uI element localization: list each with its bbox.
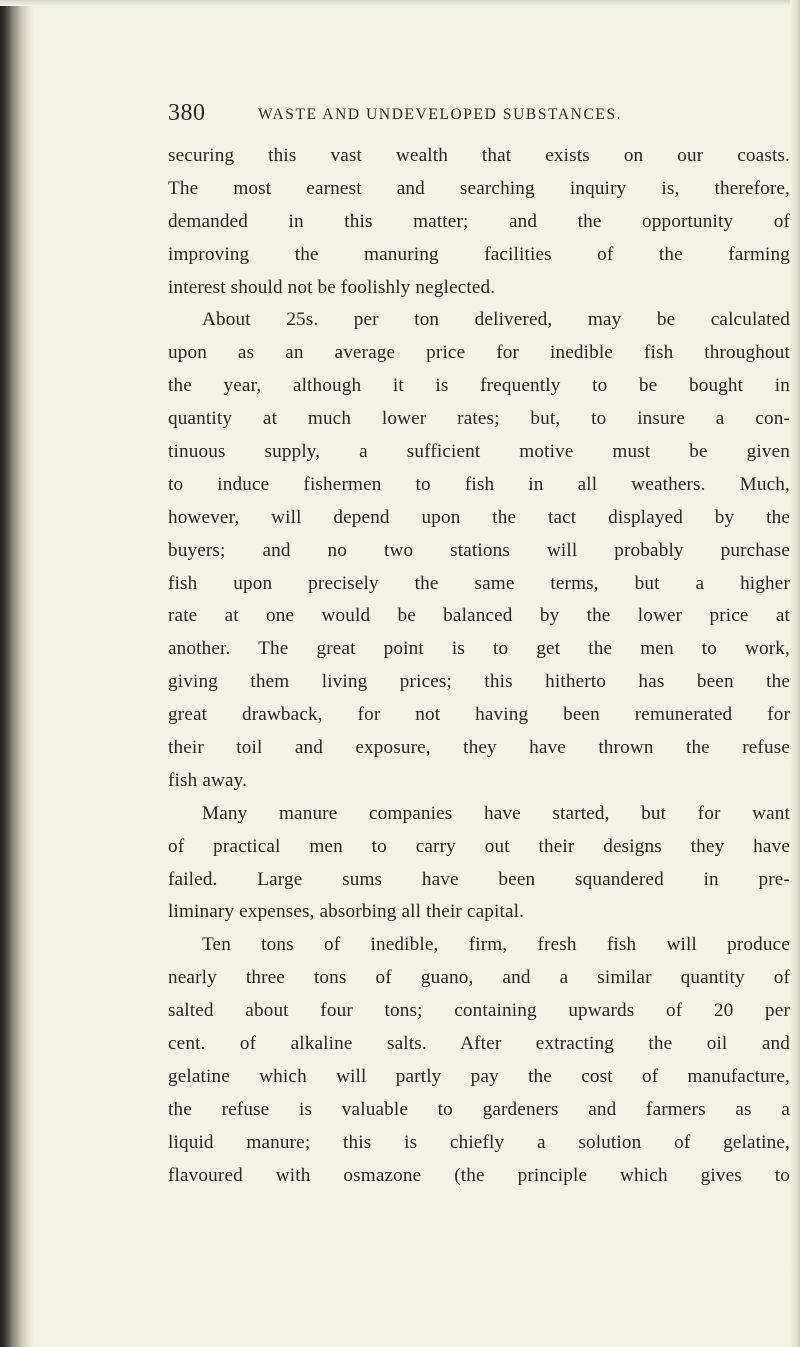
text-line: liquid manure; this is chiefly a solution of gelatine, — [168, 1131, 790, 1153]
text-line: upon as an average price for inedible fish throughout — [168, 342, 790, 364]
page-number: 380 — [168, 100, 206, 126]
text-line: tinuous supply, a sufficient motive must be given — [168, 441, 790, 463]
text-line: liminary expenses, absorbing all their capital. — [168, 901, 525, 923]
text-line: buyers; and no two stations will probably purchase — [168, 539, 790, 561]
text-line: giving them living prices; this hitherto has been the — [168, 671, 790, 693]
page-header — [168, 100, 728, 130]
text-line: of practical men to carry out their designs they have — [168, 835, 790, 857]
text-line: securing this vast wealth that exists on our coasts. — [168, 145, 790, 166]
text-line: to induce fishermen to fish in all weathers. Much, — [168, 473, 790, 495]
text-line: nearly three tons of guano, and a similar quantity of — [168, 967, 790, 989]
text-line: the year, although it is frequently to be bought in — [168, 375, 790, 397]
page-top-edge — [0, 0, 800, 6]
text-line: improving the manuring facilities of the farming — [168, 243, 790, 265]
text-line: the refuse is valuable to gardeners and farmers as a — [168, 1098, 790, 1120]
body-text — [168, 140, 790, 1193]
text-line: great drawback, for not having been remunerated for — [168, 704, 790, 726]
text-line: gelatine which will partly pay the cost of manufacture, — [168, 1065, 790, 1087]
text-line: cent. of alkaline salts. After extracting the oil and — [168, 1033, 790, 1055]
page-right-edge — [790, 0, 800, 1347]
text-line: however, will depend upon the tact displayed by the — [168, 506, 790, 528]
text-line: interest should not be foolishly neglected. — [168, 276, 496, 298]
text-line: Ten tons of inedible, firm, fresh fish will produce — [202, 934, 790, 956]
text-line: their toil and exposure, they have thrown the refuse — [168, 737, 790, 759]
text-line: fish upon precisely the same terms, but a higher — [168, 572, 790, 594]
text-line: failed. Large sums have been squandered in pre- — [168, 868, 790, 890]
text-line: flavoured with osmazone (the principle which gives to — [168, 1164, 790, 1186]
text-line: salted about four tons; containing upwards of 20 per — [168, 1000, 790, 1022]
text-line: fish away. — [168, 769, 248, 791]
running-head: WASTE AND UNDEVELOPED SUBSTANCES. — [258, 106, 623, 123]
text-line: The most earnest and searching inquiry is, therefore, — [168, 177, 790, 199]
text-line: Many manure companies have started, but for want — [202, 802, 790, 824]
book-spine-shadow — [0, 0, 34, 1347]
text-line: rate at one would be balanced by the lower price at — [168, 605, 790, 627]
text-line: demanded in this matter; and the opportunity of — [168, 210, 790, 232]
text-line: About 25s. per ton delivered, may be calculated — [202, 309, 790, 331]
text-line: another. The great point is to get the men to work, — [168, 638, 790, 660]
book-spine-line — [8, 0, 10, 1347]
text-line: quantity at much lower rates; but, to insure a con- — [168, 408, 790, 430]
